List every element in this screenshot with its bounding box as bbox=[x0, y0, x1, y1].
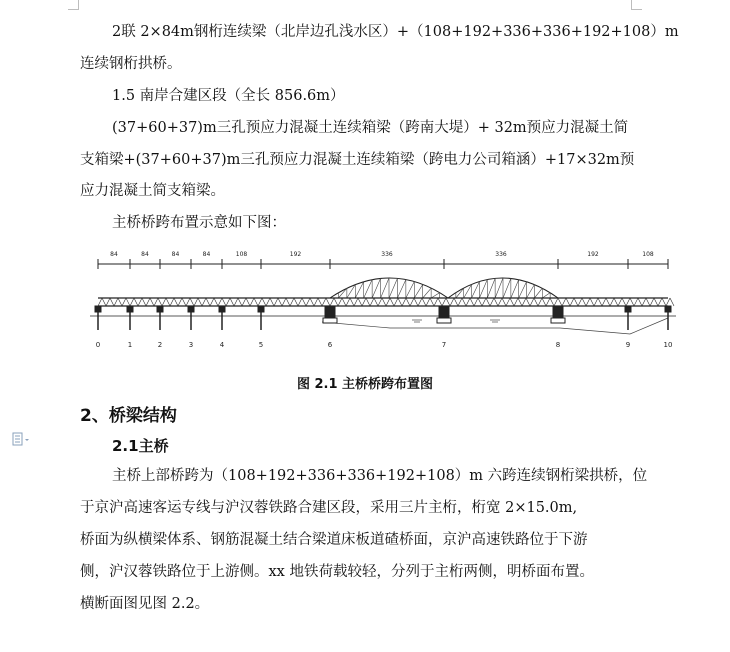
section-heading-1-5: 1.5 南岸合建区段（全长 856.6m） bbox=[112, 88, 345, 104]
pier-label: 9 bbox=[625, 341, 631, 349]
main-pier bbox=[553, 306, 563, 318]
pier-label: 8 bbox=[555, 341, 561, 349]
main-pier bbox=[439, 306, 449, 318]
pier bbox=[625, 306, 631, 312]
span-label: 108 bbox=[235, 251, 248, 258]
span-label: 108 bbox=[642, 251, 654, 258]
paragraph-line: 连续钢桁拱桥。 bbox=[80, 56, 182, 72]
paragraph-line: 侧，沪汉蓉铁路位于上游侧。xx 地铁荷载较轻，分列于主桁两侧，明桥面布置。 bbox=[80, 564, 594, 580]
main-pier bbox=[325, 306, 335, 318]
paragraph-line: (37+60+37)m三孔预应力混凝土连续箱梁（跨南大堤）+ 32m预应力混凝土简 bbox=[112, 120, 629, 136]
span-label: 192 bbox=[587, 251, 599, 258]
span-label: 84 bbox=[141, 251, 149, 258]
span-label: 336 bbox=[495, 251, 507, 258]
pier bbox=[157, 306, 163, 312]
pier bbox=[665, 306, 671, 312]
pier bbox=[188, 306, 194, 312]
section-heading-2-1: 2.1主桥 bbox=[112, 437, 169, 455]
span-label: 336 bbox=[381, 251, 393, 258]
pier-label: 6 bbox=[327, 341, 333, 349]
paragraph-line: 2联 2×84m钢桁连续梁（北岸边孔浅水区）+（108+192+336+336+192+108）m bbox=[112, 24, 679, 40]
pier bbox=[219, 306, 225, 312]
pier-label: 5 bbox=[258, 341, 264, 349]
page-corner-mark bbox=[631, 9, 642, 10]
document-options-icon[interactable] bbox=[12, 432, 32, 448]
pier bbox=[95, 306, 101, 312]
pier-label: 7 bbox=[441, 341, 447, 349]
bridge-span-diagram bbox=[90, 240, 680, 355]
pier-label: 2 bbox=[157, 341, 163, 349]
span-label: 192 bbox=[289, 251, 302, 258]
pier-label: 4 bbox=[219, 341, 225, 349]
span-label: 84 bbox=[171, 251, 180, 258]
pier bbox=[127, 306, 133, 312]
pier bbox=[258, 306, 264, 312]
paragraph-line: 桥面为纵横梁体系、钢筋混凝土结合梁道床板道碴桥面，京沪高速铁路位于下游 bbox=[80, 532, 588, 548]
paragraph-line: 横断面图见图 2.2。 bbox=[80, 596, 210, 612]
pier-label: 1 bbox=[127, 341, 133, 349]
page-corner-mark bbox=[68, 9, 79, 10]
figure-caption: 图 2.1 主桥桥跨布置图 bbox=[296, 377, 434, 392]
span-label: 84 bbox=[110, 251, 118, 258]
paragraph-line: 于京沪高速客运专线与沪汉蓉铁路合建区段，采用三片主桁，桁宽 2×15.0m, bbox=[80, 500, 578, 516]
span-label: 84 bbox=[202, 251, 211, 258]
paragraph-line: 主桥上部桥跨为（108+192+336+336+192+108）m 六跨连续钢桁梁拱桥，位 bbox=[112, 468, 648, 484]
pier-label: 0 bbox=[95, 341, 101, 349]
figure-intro: 主桥桥跨布置示意如下图： bbox=[112, 215, 286, 231]
paragraph-line: 支箱梁+(37+60+37)m三孔预应力混凝土连续箱梁（跨电力公司箱涵）+17×32m预 bbox=[80, 152, 635, 168]
pier-label: 3 bbox=[188, 341, 194, 349]
section-heading-2: 2、桥梁结构 bbox=[80, 406, 177, 426]
pier-label: 10 bbox=[663, 341, 673, 349]
paragraph-line: 应力混凝土简支箱梁。 bbox=[80, 183, 225, 199]
